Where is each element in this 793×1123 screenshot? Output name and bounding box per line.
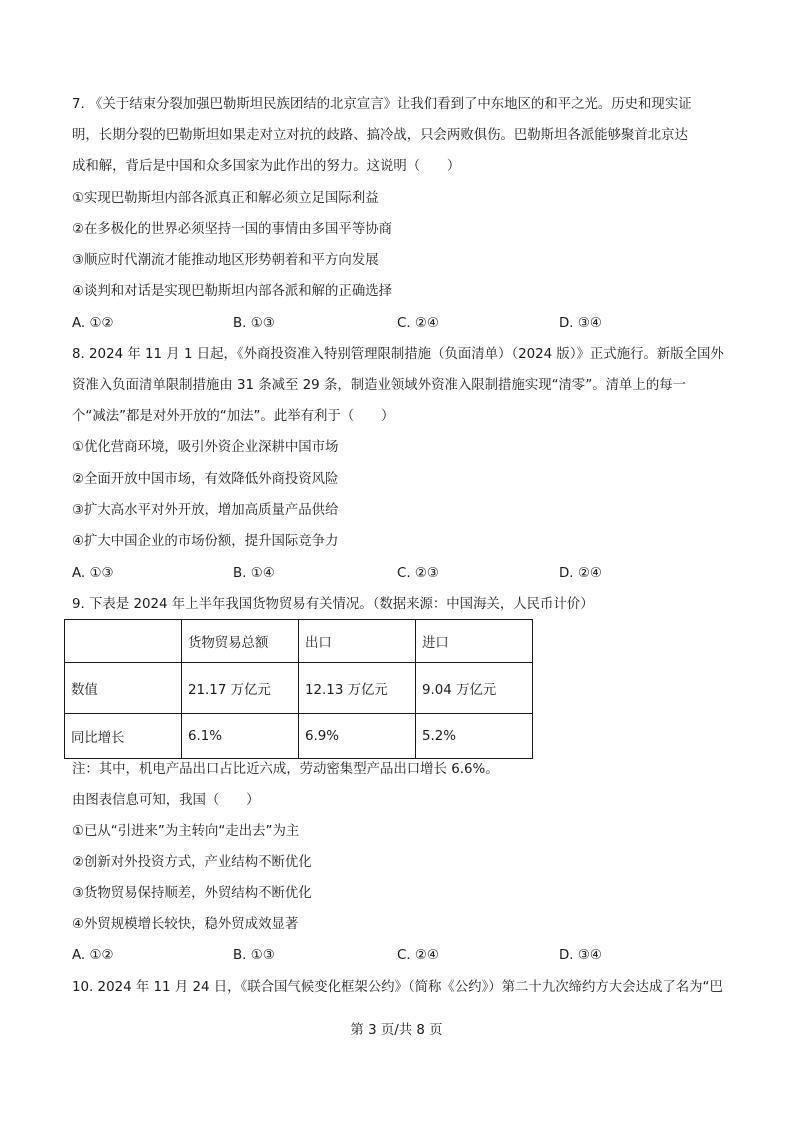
table-row	[65, 663, 533, 714]
q8-stem-line-1: 8. 2024 年 11 月 1 日起，《外商投资准入特别管理限制措施（负面清单）（2024 版）》正式施行。新版全国外	[72, 347, 724, 362]
q9-question: 由图表信息可知，我国（ ）	[72, 793, 260, 808]
q9-item-3: ③货物贸易保持顺差，外贸结构不断优化	[72, 886, 312, 901]
q8-stem-line-2: 资准入负面清单限制措施由 31 条减至 29 条，制造业领域外资准入限制措施实现“清零”。清单上的每一	[72, 378, 686, 393]
q8-item-1: ①优化营商环境，吸引外资企业深耕中国市场	[72, 440, 339, 455]
table-cell: 6.1%	[182, 714, 299, 759]
table-cell: 12.13 万亿元	[299, 663, 416, 714]
q8-option-a: A. ①③	[72, 566, 114, 581]
q7-stem-line-2: 明，长期分裂的巴勒斯坦如果走对立对抗的歧路、搞冷战，只会两败俱伤。巴勒斯坦各派能够聚首北京达	[72, 128, 688, 143]
q9-stem: 9. 下表是 2024 年上半年我国货物贸易有关情况。（数据来源：中国海关，人民币计价）	[72, 597, 594, 612]
table-cell: 6.9%	[299, 714, 416, 759]
q7-stem-line-3: 成和解，背后是中国和众多国家为此作出的努力。这说明（ ）	[72, 159, 461, 174]
table-cell: 同比增长	[65, 714, 182, 759]
q7-item-2: ②在多极化的世界必须坚持一国的事情由多国平等协商	[72, 222, 392, 237]
q7-item-3: ③顺应时代潮流才能推动地区形势朝着和平方向发展	[72, 253, 379, 268]
q9-option-c: C. ②④	[397, 948, 439, 963]
table-cell: 数值	[65, 663, 182, 714]
q9-option-b: B. ①③	[233, 948, 275, 963]
table-header-cell: 进口	[416, 620, 533, 663]
q9-item-4: ④外贸规模增长较快，稳外贸成效显著	[72, 917, 299, 932]
table-cell: 21.17 万亿元	[182, 663, 299, 714]
q8-option-c: C. ②③	[397, 566, 439, 581]
q7-item-4: ④谈判和对话是实现巴勒斯坦内部各派和解的正确选择	[72, 284, 392, 299]
q8-item-4: ④扩大中国企业的市场份额，提升国际竞争力	[72, 534, 339, 549]
q7-option-a: A. ①②	[72, 316, 114, 331]
q7-item-1: ①实现巴勒斯坦内部各派真正和解必须立足国际利益	[72, 191, 379, 206]
table-header-cell	[65, 620, 182, 663]
q7-option-c: C. ②④	[397, 316, 439, 331]
q7-stem-line-1: 7. 《关于结束分裂加强巴勒斯坦民族团结的北京宣言》让我们看到了中东地区的和平之光。历史和现实证	[72, 97, 692, 112]
q8-item-3: ③扩大高水平对外开放，增加高质量产品供给	[72, 503, 339, 518]
q9-option-a: A. ①②	[72, 948, 114, 963]
table-cell: 9.04 万亿元	[416, 663, 533, 714]
q7-option-b: B. ①③	[233, 316, 275, 331]
q8-stem-line-3: 个“减法”都是对外开放的“加法”。此举有利于（ ）	[72, 409, 395, 424]
q7-option-d: D. ③④	[559, 316, 602, 331]
page-footer: 第 3 页/共 8 页	[350, 1023, 443, 1038]
q8-item-2: ②全面开放中国市场，有效降低外商投资风险	[72, 472, 339, 487]
q9-item-2: ②创新对外投资方式，产业结构不断优化	[72, 855, 312, 870]
table-row	[65, 714, 533, 759]
q8-option-d: D. ②④	[559, 566, 602, 581]
trade-table	[64, 619, 533, 759]
q10-stem: 10. 2024 年 11 月 24 日，《联合国气候变化框架公约》（简称《公约》）第二十九次缔约方大会达成了名为“巴	[72, 980, 723, 995]
q9-item-1: ①已从“引进来”为主转向“走出去”为主	[72, 824, 300, 839]
q8-option-b: B. ①④	[233, 566, 275, 581]
table-header-cell: 货物贸易总额	[182, 620, 299, 663]
table-header-row	[65, 620, 533, 663]
table-header-cell: 出口	[299, 620, 416, 663]
q9-note: 注：其中，机电产品出口占比近六成，劳动密集型产品出口增长 6.6%。	[72, 762, 499, 777]
q9-option-d: D. ③④	[559, 948, 602, 963]
table-cell: 5.2%	[416, 714, 533, 759]
